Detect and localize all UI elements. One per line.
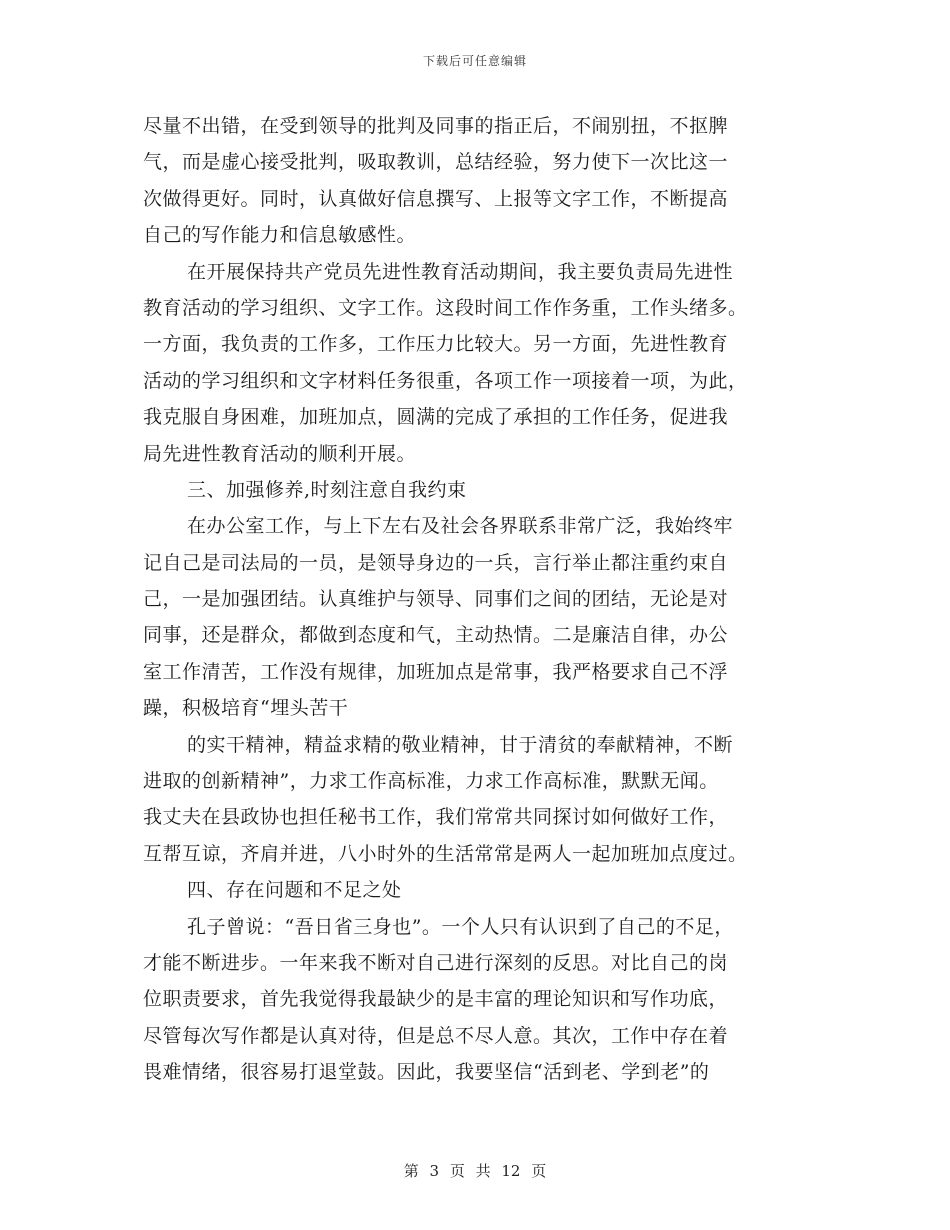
text-line: 自己的写作能力和信息敏感性。	[143, 224, 417, 247]
text-line: 在办公室工作，与上下左右及社会各界联系非常广泛，我始终牢	[187, 515, 734, 538]
text-line: 室工作清苦，工作没有规律，加班加点是常事，我严格要求自己不浮	[143, 660, 729, 683]
text-line: 尽管每次写作都是认真对待，但是总不尽人意。其次，工作中存在着	[143, 1024, 729, 1047]
text-line: 一方面，我负责的工作多，工作压力比较大。另一方面，先进性教育	[143, 333, 729, 356]
page-footer: 第 3 页 共 12 页	[403, 1162, 547, 1180]
text-line: 才能不断进步。一年来我不断对自己进行深刻的反思。对比自己的岗	[143, 951, 729, 974]
text-line: 次做得更好。同时，认真做好信息撰写、上报等文字工作，不断提高	[143, 187, 729, 210]
text-line: 己，一是加强团结。认真维护与领导、同事们之间的团结，无论是对	[143, 588, 729, 611]
text-line: 四、存在问题和不足之处	[187, 879, 402, 902]
text-line: 畏难情绪，很容易打退堂鼓。因此，我要坚信“活到老、学到老”的	[143, 1061, 710, 1084]
text-line: 互帮互谅，齐肩并进，八小时外的生活常常是两人一起加班加点度过。	[143, 842, 748, 865]
page-header: 下载后可任意编辑	[422, 54, 527, 68]
text-line: 局先进性教育活动的顺利开展。	[143, 442, 417, 465]
text-line: 孔子曾说：“吾日省三身也”。一个人只有认识到了自己的不足，	[187, 915, 734, 938]
text-line: 位职责要求，首先我觉得我最缺少的是丰富的理论知识和写作功底，	[143, 988, 729, 1011]
text-line: 我克服自身困难，加班加点，圆满的完成了承担的工作任务，促进我	[143, 406, 729, 429]
text-line: 在开展保持共产党员先进性教育活动期间，我主要负责局先进性	[187, 260, 734, 283]
text-line: 同事，还是群众，都做到态度和气，主动热情。二是廉洁自律，办公	[143, 624, 729, 647]
text-line: 三、加强修养,时刻注意自我约束	[187, 478, 467, 501]
text-line: 的实干精神，精益求精的敬业精神，甘于清贫的奉献精神，不断	[187, 733, 734, 756]
text-line: 气，而是虚心接受批判，吸取教训，总结经验，努力使下一次比这一	[143, 151, 729, 174]
text-line: 进取的创新精神”，力求工作高标准，力求工作高标准，默默无闻。	[143, 770, 719, 793]
document-body	[143, 108, 811, 1091]
text-line: 躁，积极培育“埋头苦干	[143, 697, 349, 720]
text-line: 尽量不出错，在受到领导的批判及同事的指正后，不闹别扭，不抠脾	[143, 115, 729, 137]
text-line: 活动的学习组织和文字材料任务很重，各项工作一项接着一项，为此，	[143, 369, 748, 392]
text-line: 教育活动的学习组织、文字工作。这段时间工作作务重，工作头绪多。	[143, 296, 748, 319]
text-line: 我丈夫在县政协也担任秘书工作，我们常常共同探讨如何做好工作，	[143, 806, 729, 829]
text-line: 记自己是司法局的一员，是领导身边的一兵，言行举止都注重约束自	[143, 551, 729, 574]
